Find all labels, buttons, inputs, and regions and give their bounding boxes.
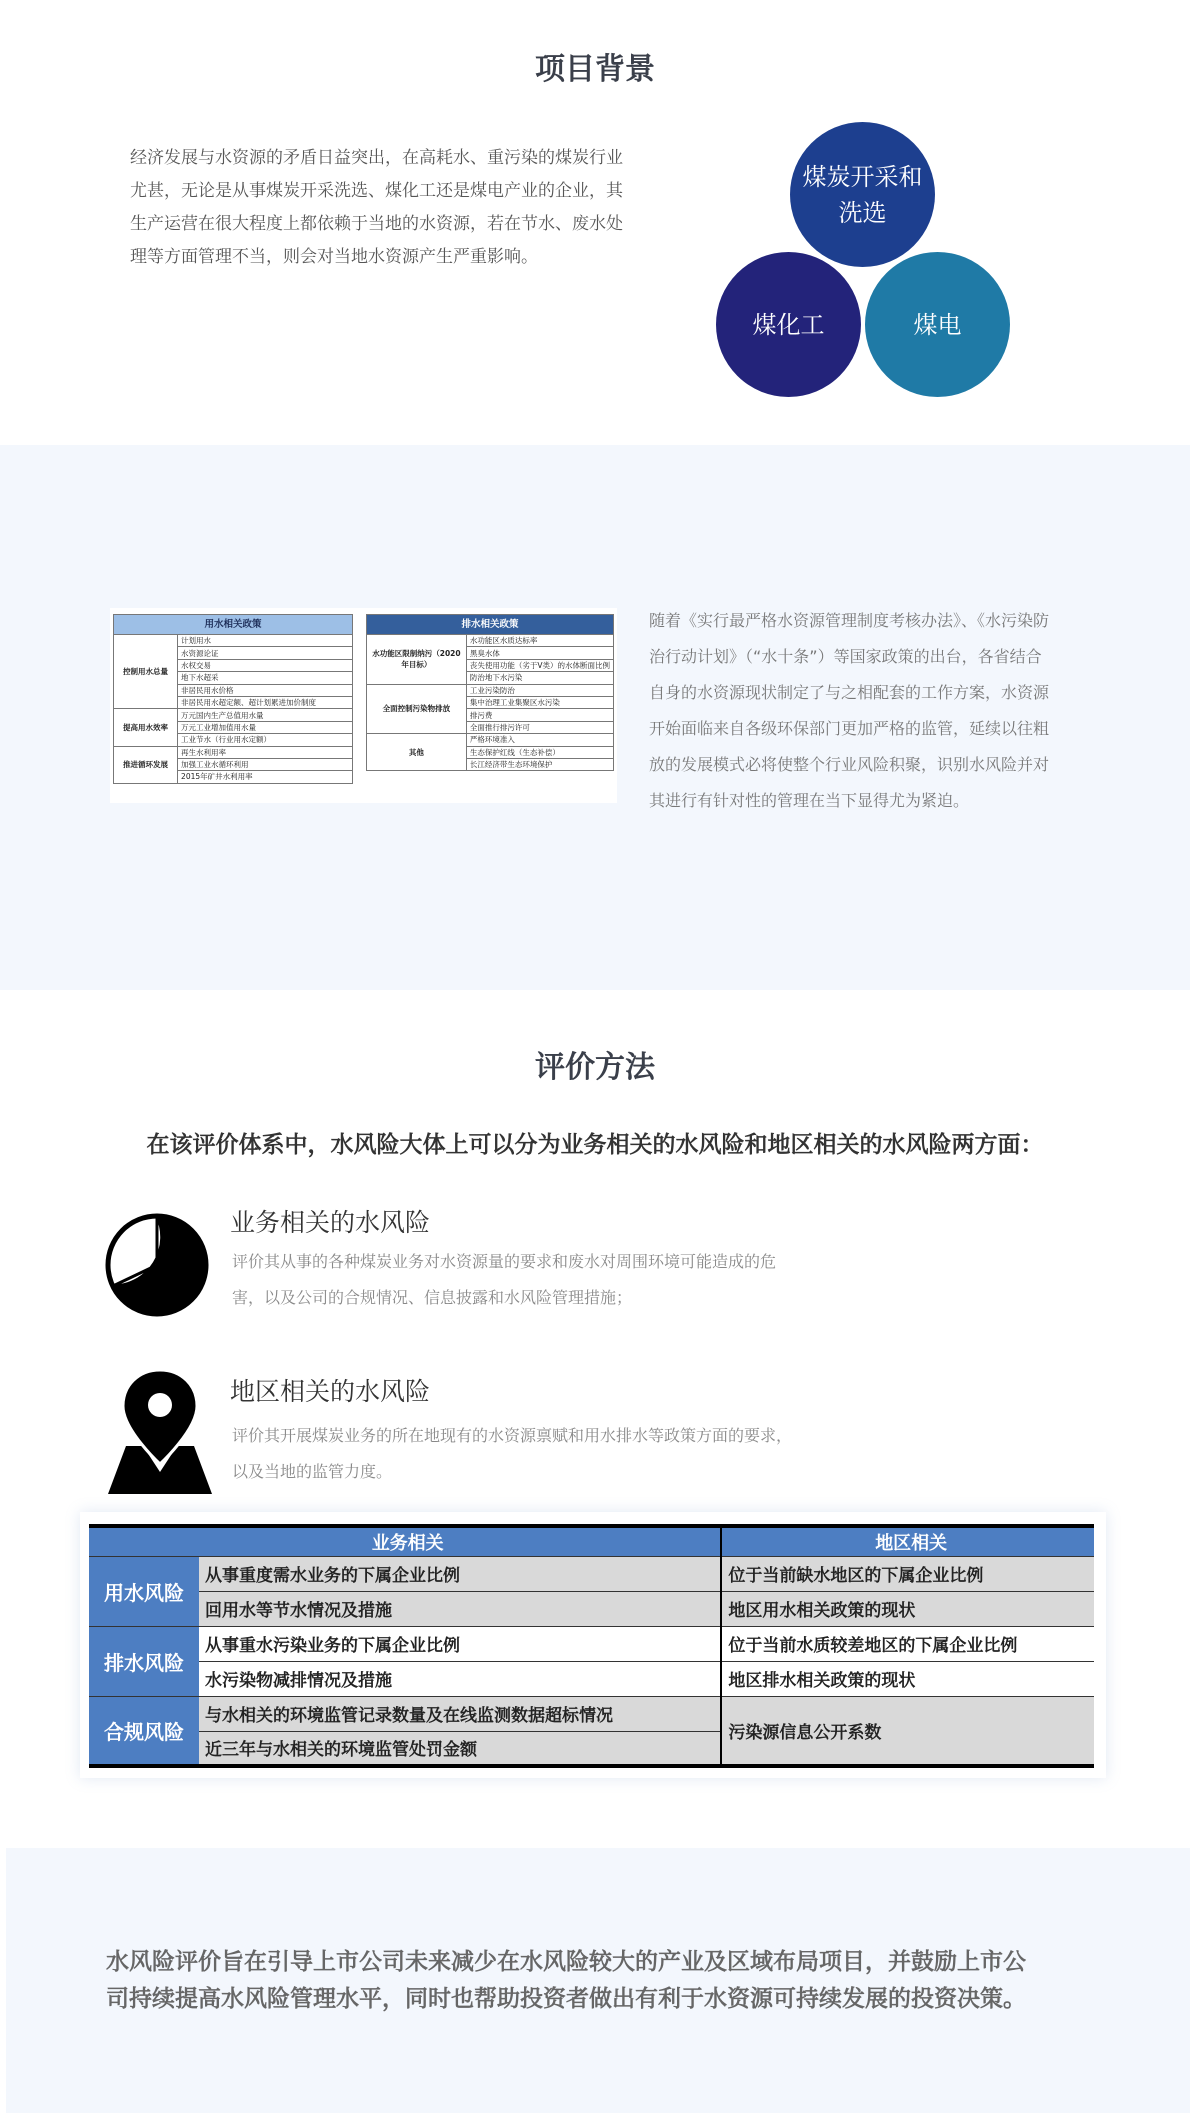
- policy-item: 长江经济带生态环境保护: [466, 758, 613, 770]
- risk-table-header-row: [89, 1526, 1094, 1556]
- table-row: [114, 635, 353, 647]
- regional-risk-desc-line2: 以及当地的监管力度。: [232, 1462, 393, 1481]
- policy-table-header-row: [367, 615, 614, 635]
- policy-item: 非居民用水超定额、超计划累进加价制度: [178, 696, 353, 708]
- background-section: [0, 0, 1190, 445]
- policy-table-header-row: [114, 615, 353, 635]
- drainage-policy-table: [366, 614, 614, 771]
- policy-item: 水功能区水质达标率: [466, 635, 613, 647]
- water-use-policy-table: [113, 614, 353, 784]
- regional-risk-description: [232, 1418, 852, 1490]
- policy-category: 全面控制污染物排放: [367, 684, 467, 734]
- policy-item: 集中治理工业集聚区水污染: [466, 696, 613, 708]
- policy-item: 再生水利用率: [178, 746, 353, 758]
- policy-item: 全面推行排污许可: [466, 721, 613, 733]
- table-row: [89, 1661, 1094, 1696]
- policy-item: 黑臭水体: [466, 647, 613, 659]
- table-cell: 从事重度需水业务的下属企业比例: [199, 1556, 721, 1591]
- regional-risk-desc-line1: 评价其开展煤炭业务的所在地现有的水资源禀赋和用水排水等政策方面的要求，: [232, 1426, 793, 1445]
- policy-item: 严格环境准入: [466, 734, 613, 746]
- policy-item: 加强工业水循环利用: [178, 758, 353, 770]
- table-row: [89, 1626, 1094, 1661]
- table-row: [367, 734, 614, 746]
- policy-category: 控制用水总量: [114, 635, 178, 709]
- power-circle: [865, 252, 1010, 397]
- table-row: [89, 1696, 1094, 1731]
- business-risk-heading: 业务相关的水风险: [230, 1208, 431, 1237]
- table-cell: 从事重水污染业务的下属企业比例: [199, 1626, 721, 1661]
- policy-tables-image: [110, 608, 617, 803]
- table-row: [367, 684, 614, 696]
- table-cell: 与水相关的环境监管记录数量及在线监测数据超标情况: [199, 1696, 721, 1731]
- map-pin-icon: [108, 1368, 212, 1496]
- policy-item: 工业污染防治: [466, 684, 613, 696]
- business-risk-desc-line2: 害，以及公司的合规情况、信息披露和水风险管理措施；: [232, 1288, 633, 1307]
- business-risk-desc-line1: 评价其从事的各种煤炭业务对水资源量的要求和废水对周围环境可能造成的危: [232, 1252, 777, 1271]
- background-title: 项目背景: [535, 52, 655, 87]
- row-header-compliance: 合规风险: [89, 1696, 199, 1766]
- table-row: [114, 746, 353, 758]
- policy-item: 万元国内生产总值用水量: [178, 709, 353, 721]
- mining-circle-label-line1: 煤炭开采和: [802, 162, 923, 191]
- method-title: 评价方法: [535, 1050, 655, 1085]
- chemical-circle: [716, 252, 861, 397]
- table-cell: 地区用水相关政策的现状: [721, 1591, 1094, 1626]
- table-cell: 位于当前水质较差地区的下属企业比例: [721, 1626, 1094, 1661]
- col-header-business: 业务相关: [89, 1526, 721, 1556]
- policy-item: 计划用水: [178, 635, 353, 647]
- policy-table-header: 排水相关政策: [367, 615, 614, 635]
- table-cell: 地区排水相关政策的现状: [721, 1661, 1094, 1696]
- policy-item: 防治地下水污染: [466, 672, 613, 684]
- policy-item: 丧失使用功能（劣于V类）的水体断面比例: [466, 659, 613, 671]
- policy-category: 推进循环发展: [114, 746, 178, 783]
- power-circle-label: 煤电: [913, 310, 962, 339]
- method-subtitle: 在该评价体系中，水风险大体上可以分为业务相关的水风险和地区相关的水风险两方面：: [146, 1132, 1044, 1158]
- method-section: [0, 990, 1190, 1848]
- conclusion-paragraph: [106, 1944, 1106, 2018]
- policy-item: 地下水超采: [178, 672, 353, 684]
- table-row: [114, 709, 353, 721]
- policy-item: 万元工业增加值用水量: [178, 721, 353, 733]
- policy-paragraph: 随着《实行最严格水资源管理制度考核办法》、《水污染防治行动计划》（“水十条”）等国家政策的出台，各省结合自身的水资源现状制定了与之相配套的工作方案，水资源开始面临来自各级环保部门更加严格的监管，延续以往粗放的发展模式必将使整个行业风险积聚，识别水风险并对其进行有针对性的管理在当下显得尤为紧迫。: [649, 611, 1050, 810]
- business-risk-description: [232, 1244, 852, 1316]
- policy-item: 水权交易: [178, 659, 353, 671]
- risk-table: [89, 1524, 1094, 1768]
- policy-category: 水功能区限制纳污（2020年目标）: [367, 635, 467, 685]
- table-cell: 回用水等节水情况及措施: [199, 1591, 721, 1626]
- table-row: [367, 635, 614, 647]
- table-cell: 污染源信息公开系数: [721, 1696, 1094, 1766]
- pie-chart-icon: [104, 1212, 210, 1318]
- regional-risk-heading: 地区相关的水风险: [230, 1377, 431, 1406]
- mining-circle-label-line2: 洗选: [838, 198, 887, 227]
- policy-category: 提高用水效率: [114, 709, 178, 746]
- risk-table-card: [80, 1512, 1106, 1778]
- policy-item: 非居民用水价格: [178, 684, 353, 696]
- table-cell: 水污染物减排情况及措施: [199, 1661, 721, 1696]
- table-cell: 近三年与水相关的环境监管处罚金额: [199, 1731, 721, 1766]
- conclusion-section: [6, 1848, 1190, 2113]
- row-header-drainage: 排水风险: [89, 1626, 199, 1696]
- policy-item: 排污费: [466, 709, 613, 721]
- conclusion-line2: 司持续提高水风险管理水平，同时也帮助投资者做出有利于水资源可持续发展的投资决策。: [106, 1986, 1026, 2012]
- policy-item: 水资源论证: [178, 647, 353, 659]
- table-row: [89, 1556, 1094, 1591]
- table-row: [89, 1591, 1094, 1626]
- row-header-water-use: 用水风险: [89, 1556, 199, 1626]
- policy-item: 2015年矿井水利用率: [178, 771, 353, 783]
- policy-item: 工业节水（行业用水定额）: [178, 734, 353, 746]
- policy-section: [0, 445, 1190, 990]
- policy-item: 生态保护红线（生态补偿）: [466, 746, 613, 758]
- policy-table-header: 用水相关政策: [114, 615, 353, 635]
- mining-circle: [790, 122, 935, 267]
- chemical-circle-label: 煤化工: [752, 310, 825, 339]
- col-header-region: 地区相关: [721, 1526, 1094, 1556]
- conclusion-line1: 水风险评价旨在引导上市公司未来减少在水风险较大的产业及区域布局项目，并鼓励上市公: [106, 1949, 1026, 1975]
- table-cell: 位于当前缺水地区的下属企业比例: [721, 1556, 1094, 1591]
- policy-category: 其他: [367, 734, 467, 771]
- background-paragraph: 经济发展与水资源的矛盾日益突出，在高耗水、重污染的煤炭行业尤甚，无论是从事煤炭开采洗选、煤化工还是煤电产业的企业，其生产运营在很大程度上都依赖于当地的水资源，若在节水、废水处理等方面管理不当，则会对当地水资源产生严重影响。: [130, 148, 623, 267]
